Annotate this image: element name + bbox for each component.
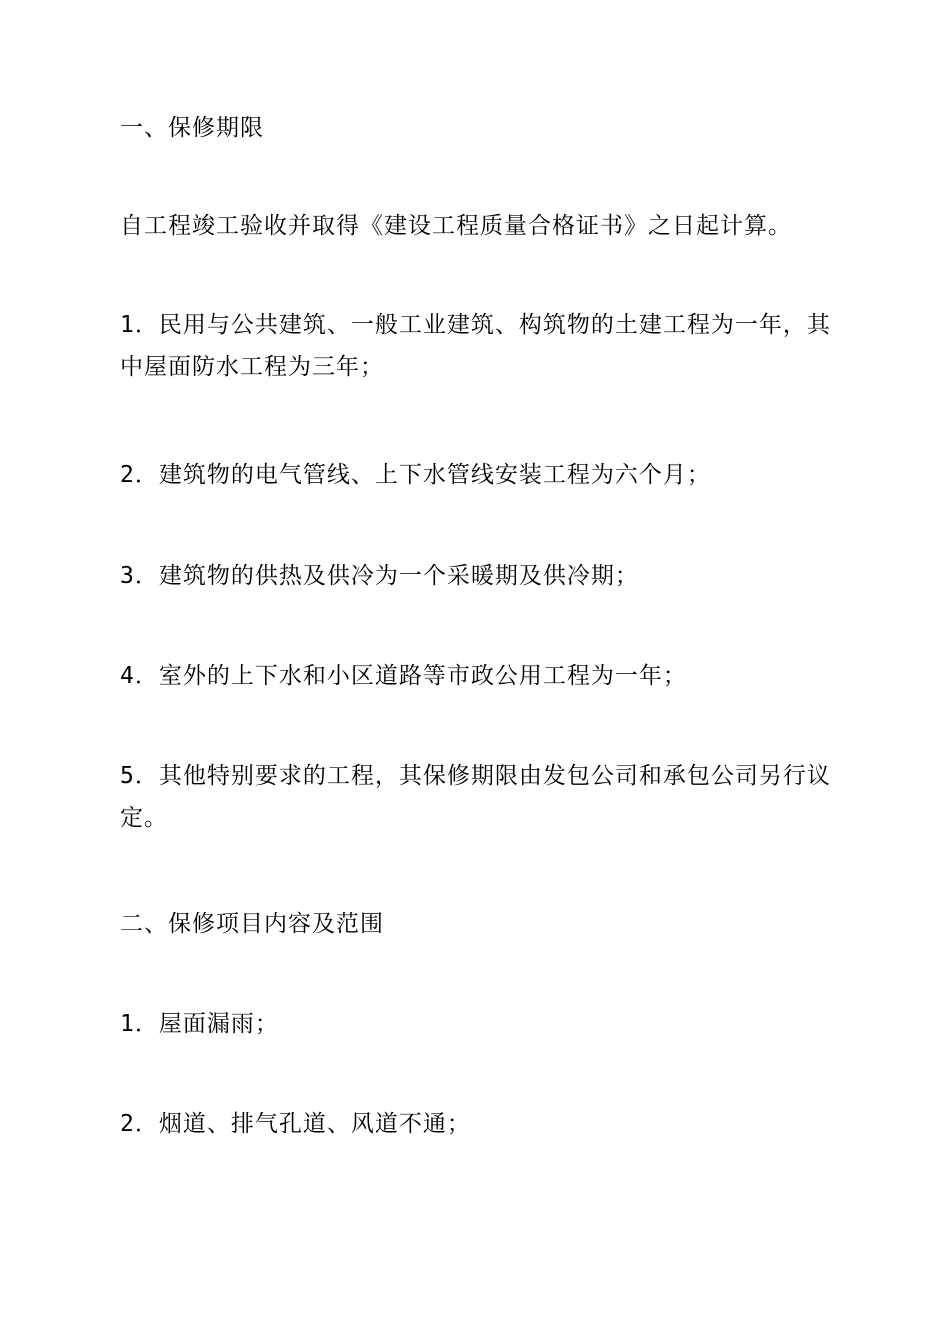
paragraph-calculation-start: 自工程竣工验收并取得《建设工程质量合格证书》之日起计算。 — [120, 213, 792, 239]
list-item-civil-construction: 1．民用与公共建筑、一般工业建筑、构筑物的土建工程为一年，其中屋面防水工程为三年； — [120, 312, 831, 380]
list-item-roof-leak: 1．屋面漏雨； — [120, 1011, 279, 1037]
list-item-municipal-works: 4．室外的上下水和小区道路等市政公用工程为一年； — [120, 663, 687, 689]
list-item-electrical-plumbing: 2．建筑物的电气管线、上下水管线安装工程为六个月； — [120, 462, 711, 488]
section-heading-warranty-period: 一、保修期限 — [120, 115, 264, 141]
list-item-flue-blockage: 2．烟道、排气孔道、风道不通； — [120, 1111, 471, 1137]
list-item-heating-cooling: 3．建筑物的供热及供冷为一个采暖期及供冷期； — [120, 563, 639, 589]
section-heading-warranty-scope: 二、保修项目内容及范围 — [120, 911, 384, 937]
list-item-special-requirements: 5．其他特别要求的工程，其保修期限由发包公司和承包公司另行议定。 — [120, 763, 831, 831]
